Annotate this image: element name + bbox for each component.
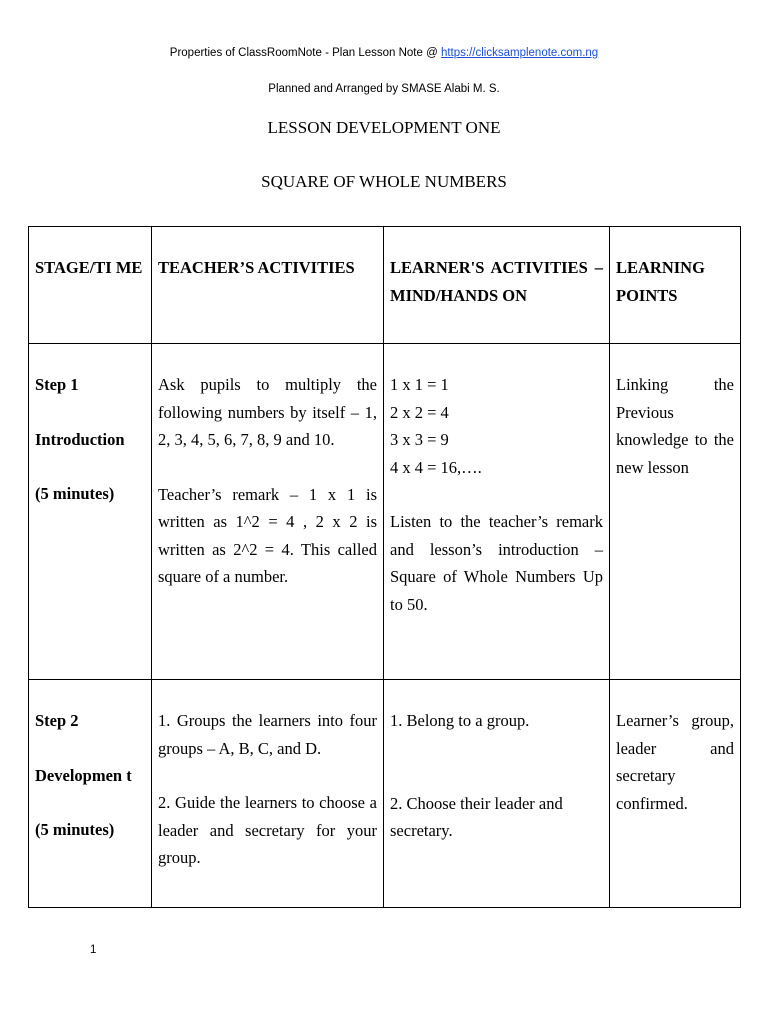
learner-line: 3 x 3 = 9 bbox=[390, 430, 449, 449]
learner-activity: 1. Belong to a group. bbox=[390, 711, 530, 730]
table-row bbox=[29, 344, 741, 680]
page-number: 1 bbox=[90, 944, 97, 956]
lesson-subtitle: SQUARE OF WHOLE NUMBERS bbox=[261, 172, 507, 191]
header-properties-text: Properties of ClassRoomNote - Plan Lesson Note @ bbox=[169, 47, 441, 59]
table-header-row bbox=[29, 227, 741, 344]
stage-cell bbox=[29, 344, 152, 680]
learning-points-cell: Linking the Previous knowledge to the new lesson bbox=[610, 344, 741, 680]
learner-activity: Listen to the teacher’s remark and lesson’s introduction – Square of Whole Numbers Up to 50. bbox=[390, 512, 603, 614]
learning-points-cell: Learner’s group, leader and secretary confirmed. bbox=[610, 680, 741, 908]
table-row bbox=[29, 680, 741, 908]
header-learning-points: LEARNING POINTS bbox=[610, 227, 741, 344]
lesson-title: LESSON DEVELOPMENT ONE bbox=[267, 118, 501, 137]
stage-name: Developmen t bbox=[35, 765, 132, 785]
stage-duration: (5 minutes) bbox=[35, 820, 115, 839]
step-label: Step 2 bbox=[35, 711, 79, 730]
source-link[interactable]: https://clicksamplenote.com.ng bbox=[440, 47, 599, 59]
step-label: Step 1 bbox=[35, 375, 79, 394]
header-author-line: Planned and Arranged by SMASE Alabi M. S. bbox=[268, 83, 500, 95]
learner-line: 2 x 2 = 4 bbox=[390, 402, 449, 422]
header-stage-time: STAGE/TI ME bbox=[29, 227, 152, 344]
header-learner-activities: LEARNER'S ACTIVITIES – MIND/HANDS ON bbox=[384, 227, 610, 344]
teacher-cell bbox=[152, 680, 384, 908]
teacher-activity: Ask pupils to multiply the following numbers by itself – 1, 2, 3, 4, 5, 6, 7, 8, 9 and 10. bbox=[158, 375, 377, 449]
teacher-activity: 2. Guide the learners to choose a leader and secretary for your group. bbox=[158, 793, 377, 867]
teacher-cell bbox=[152, 344, 384, 680]
learner-cell bbox=[384, 344, 610, 680]
header-teacher-activities: TEACHER’S ACTIVITIES bbox=[152, 227, 384, 344]
learner-activity: 2. Choose their leader and secretary. bbox=[390, 793, 563, 840]
learner-line: 4 x 4 = 16,…. bbox=[390, 457, 482, 477]
stage-cell bbox=[29, 680, 152, 908]
learner-cell bbox=[384, 680, 610, 908]
teacher-activity: 1. Groups the learners into four groups – A, B, C, and D. bbox=[158, 711, 377, 758]
header-properties-line bbox=[0, 47, 768, 59]
teacher-activity: Teacher’s remark – 1 x 1 is written as 1^2 = 4 , 2 x 2 is written as 2^2 = 4. This called square of a number. bbox=[158, 484, 377, 586]
stage-duration: (5 minutes) bbox=[35, 484, 115, 503]
stage-name: Introduction bbox=[35, 429, 125, 449]
learner-line: 1 x 1 = 1 bbox=[390, 375, 449, 394]
lesson-table bbox=[28, 226, 741, 908]
